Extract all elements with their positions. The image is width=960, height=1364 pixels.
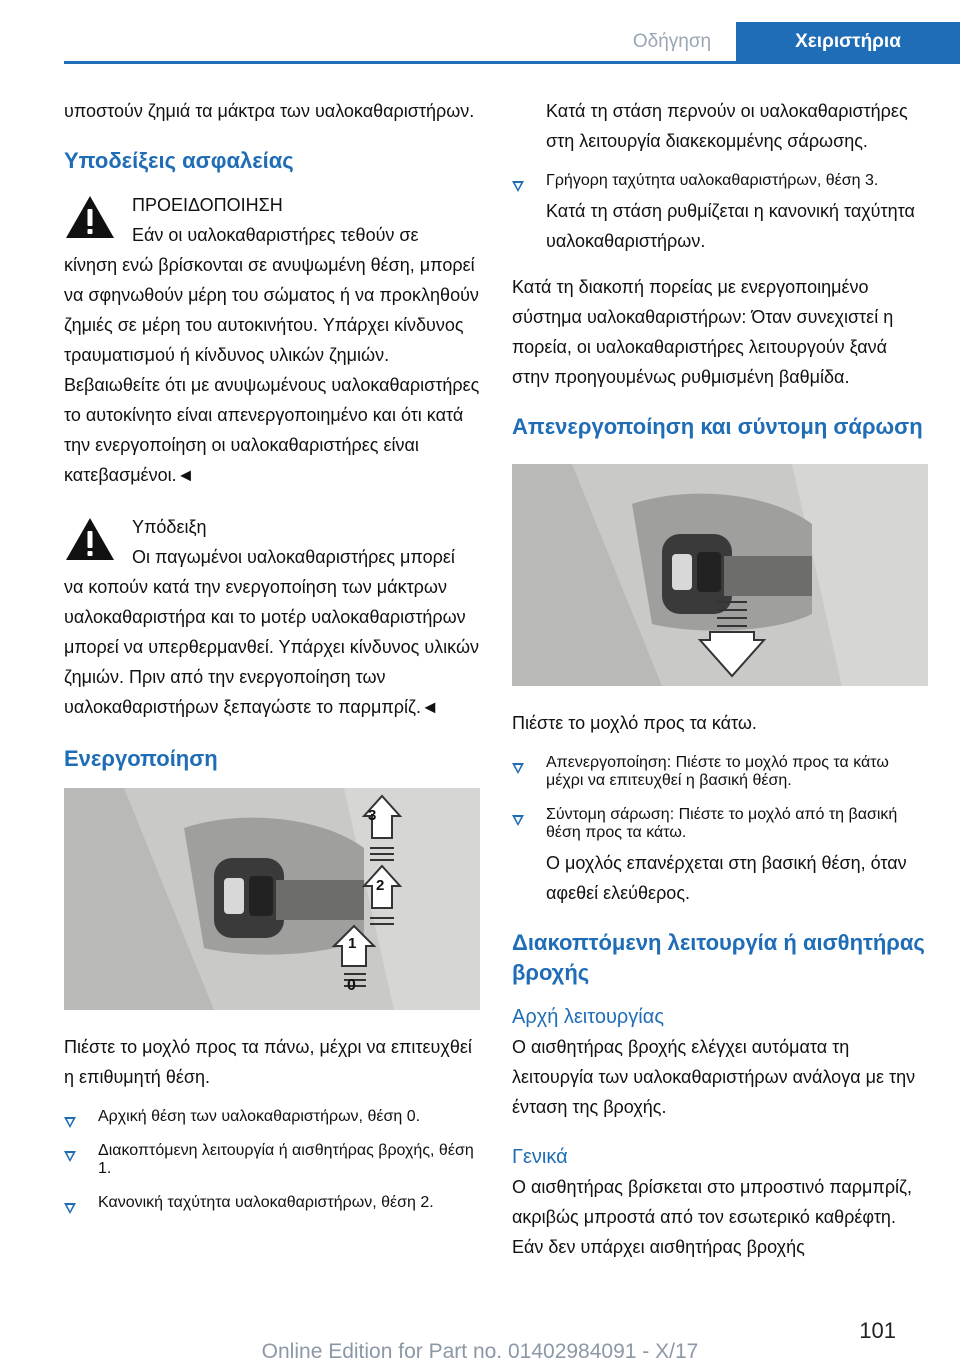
intro-paragraph: υποστούν ζημιά τα μάκτρα των υαλοκαθαριστήρων.: [64, 101, 475, 121]
lever-down-illustration: [512, 464, 928, 686]
list-item-text: Αρχική θέση των υαλοκαθαριστήρων, θέση 0.: [98, 1108, 421, 1125]
arrow-bullet-icon: [512, 181, 524, 192]
warning-triangle-icon: [64, 194, 116, 240]
page-footer: [0, 1318, 960, 1362]
list-item: [512, 172, 928, 190]
warning-block: [64, 190, 480, 490]
principle-text: Ο αισθητήρας βροχής ελέγχει αυτόματα τη λειτουργία των υαλοκαθαριστήρων ανάλογα με την ένταση της βροχής.: [512, 1037, 916, 1117]
principle-heading: Αρχή λειτουργίας: [512, 1006, 664, 1028]
right-column: [512, 96, 928, 1262]
page-number: 101: [859, 1318, 896, 1343]
safety-heading: Υποδείξεις ασφαλείας: [64, 148, 294, 173]
arrow-bullet-icon: [64, 1117, 76, 1128]
continuation-text: Κατά τη στάση περνούν οι υαλοκαθαριστήρες στη λειτουργία διακεκομμένης σάρωσης.: [546, 101, 908, 151]
activation-list: [64, 1108, 480, 1212]
note-text: να κοπούν κατά την ενεργοποίηση των μάκτρων υαλοκαθαριστήρα και το μοτέρ υαλοκαθαριστήρων μπορεί να υπερθερμανθεί. Υπάρχει κίνδυνος υλικών ζημιών. Πριν από την ενεργοποίηση των υαλοκαθαριστήρων ξεπαγώστε το παρμπρίζ.◄: [64, 577, 480, 717]
lever-illustration: [64, 788, 480, 1010]
warning-title: ΠΡΟΕΙΔΟΠΟΙΗΣΗ: [132, 195, 283, 215]
deactivation-lever-figure: [512, 464, 928, 686]
arrow-bullet-icon: [512, 815, 524, 826]
list-item-text: Κανονική ταχύτητα υαλοκαθαριστήρων, θέση 2.: [98, 1194, 434, 1211]
tab-driving[interactable]: Οδήγηση: [632, 31, 712, 52]
figure-label-1: 1: [348, 935, 357, 952]
fast-speed-list: [512, 172, 928, 190]
note-first-line: Οι παγωμένοι υαλοκαθαριστήρες μπορεί: [132, 547, 455, 567]
list-item-text: Γρήγορη ταχύτητα υαλοκαθαριστήρων, θέση 3.: [546, 172, 879, 189]
note-title: Υπόδειξη: [132, 517, 207, 537]
sensor-heading: Διακοπτόμενη λειτουργία ή αισθητήρας βροχής: [512, 930, 925, 985]
note-triangle-icon: [64, 516, 116, 562]
figure-label-0: 0: [347, 977, 356, 994]
arrow-bullet-icon: [64, 1151, 76, 1162]
deactivation-list: [512, 754, 928, 842]
figure-label-2: 2: [376, 877, 385, 894]
list-item-text: Σύντομη σάρωση: Πιέστε το μοχλό από τη βασική θέση προς τα κάτω.: [546, 806, 898, 841]
general-heading: Γενικά: [512, 1146, 568, 1168]
continuation-text: Κατά τη στάση ρυθμίζεται η κανονική ταχύτητα υαλοκαθαριστήρων.: [546, 201, 915, 251]
figure-label-3: 3: [368, 807, 377, 824]
list-item: [64, 1194, 480, 1212]
stop-paragraph: Κατά τη διακοπή πορείας με ενεργοποιημένο σύστημα υαλοκαθαριστήρων: Όταν συνεχιστεί η πορεία, οι υαλοκαθαριστήρες λειτουργούν ξανά στην προηγουμένως ρυθμισμένη βαθμίδα.: [512, 277, 894, 387]
activation-heading: Ενεργοποίηση: [64, 746, 218, 771]
list-item: [512, 806, 928, 842]
activation-lever-figure: [64, 788, 480, 1010]
continuation-text: Ο μοχλός επανέρχεται στη βασική θέση, όταν αφεθεί ελεύθερος.: [546, 853, 907, 903]
left-column: [64, 96, 480, 1228]
list-item-text: Διακοπτόμενη λειτουργία ή αισθητήρας βροχής, θέση 1.: [98, 1142, 474, 1177]
header-rule: [64, 61, 960, 64]
warning-first-line: Εάν οι υαλοκαθαριστήρες τεθούν σε: [132, 225, 419, 245]
edition-note: Online Edition for Part no. 01402984091 - X/17: [261, 1340, 699, 1363]
deactivation-text: Πιέστε το μοχλό προς τα κάτω.: [512, 713, 757, 733]
deactivation-heading: Απενεργοποίηση και σύντομη σάρωση: [512, 414, 923, 439]
activation-text: Πιέστε το μοχλό προς τα πάνω, μέχρι να επιτευχθεί η επιθυμητή θέση.: [64, 1037, 472, 1087]
list-item-text: Απενεργοποίηση: Πιέστε το μοχλό προς τα κάτω μέχρι να επιτευχθεί η βασική θέση.: [546, 754, 889, 789]
list-item: [512, 754, 928, 790]
warning-text: κίνηση ενώ βρίσκονται σε ανυψωμένη θέση, μπορεί να σφηνωθούν μέρη του σώματος ή να προκληθούν ζημιές σε μέρη του αυτοκινήτου. Υπάρχει κίνδυνος τραυματισμού ή κίνδυνος υλικών ζημιών. Βεβαιωθείτε ότι με ανυψωμένους υαλοκαθαριστήρες το αυτοκίνητο είναι απενεργοποιημένο και ότι κατά την ενεργοποίηση οι υαλοκαθαριστήρες είναι κατεβασμένοι.◄: [64, 255, 480, 485]
arrow-bullet-icon: [512, 763, 524, 774]
general-text: Ο αισθητήρας βρίσκεται στο μπροστινό παρμπρίζ, ακριβώς μπροστά από τον εσωτερικό καθρέφτη. Εάν δεν υπάρχει αισθητήρας βροχής: [512, 1177, 912, 1257]
header-tabs: [0, 22, 960, 62]
arrow-bullet-icon: [64, 1203, 76, 1214]
list-item: [64, 1108, 480, 1126]
tab-controls[interactable]: Χειριστήρια: [736, 22, 960, 62]
note-block: [64, 512, 480, 722]
list-item: [64, 1142, 480, 1178]
